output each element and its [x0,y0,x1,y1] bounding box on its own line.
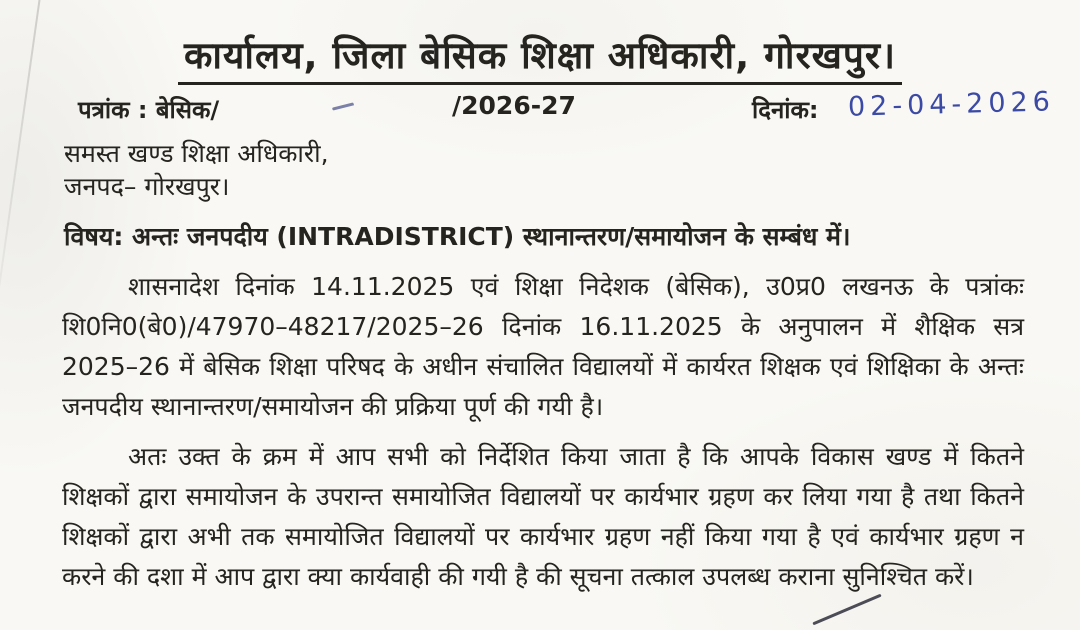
letter-header [0,0,1080,85]
pen-tick-mark [332,103,354,111]
office-title: कार्यालय, जिला बेसिक शिक्षा अधिकारी, गोरखपुर। [178,34,902,85]
body-paragraph-1: शासनादेश दिनांक 14.11.2025 एवं शिक्षा निदेशक (बेसिक), उ0प्र0 लखनऊ के पत्रांकः शि0नि0(बे0)/47970–48217/2025–26 दिनांक 16.11.2025 के अनुपालन में शैक्षिक सत्र 2025–26 में बेसिक शिक्षा परिषद के अधीन संचालित विद्यालयों में कार्यरत शिक्षक एवं शिक्षिका के अन्तः जनपदीय स्थानान्तरण/समायोजन की प्रक्रिया पूर्ण की गयी है। [62,272,1024,422]
addressee-line-1: समस्त खण्ड शिक्षा अधिकारी, [64,139,329,169]
letter-number-label: पत्रांक : बेसिक/ [78,96,220,125]
handwritten-date: 02-04-2026 [847,86,1056,124]
signature-pen-stroke [812,594,881,626]
reference-row [0,85,1080,133]
letter-number-year: /2026-27 [452,91,576,121]
addressee-line-2: जनपद– गोरखपुर। [64,172,230,202]
letter-body [62,267,1024,597]
body-paragraph-2: अतः उक्त के क्रम में आप सभी को निर्देशित किया जाता है कि आपके विकास खण्ड में कितने शिक्षकों द्वारा समायोजन के उपरान्त समायोजित विद्यालयों पर कार्यभार ग्रहण कर लिया गया है तथा कितने शिक्षकों द्वारा अभी तक समायोजित विद्यालयों पर कार्यभार ग्रहण नहीं किया गया है एवं कार्यभार ग्रहण न करने की दशा में आप द्वारा क्या कार्यवाही की गयी है की सूचना तत्काल उपलब्ध कराना सुनिश्चित करें। [62,442,1024,592]
date-label: दिनांक: [752,96,819,125]
subject-line: विषय: अन्तः जनपदीय (INTRADISTRICT) स्थानान्तरण/समायोजन के सम्बंध में। [64,222,851,252]
addressee-block [64,137,1080,203]
